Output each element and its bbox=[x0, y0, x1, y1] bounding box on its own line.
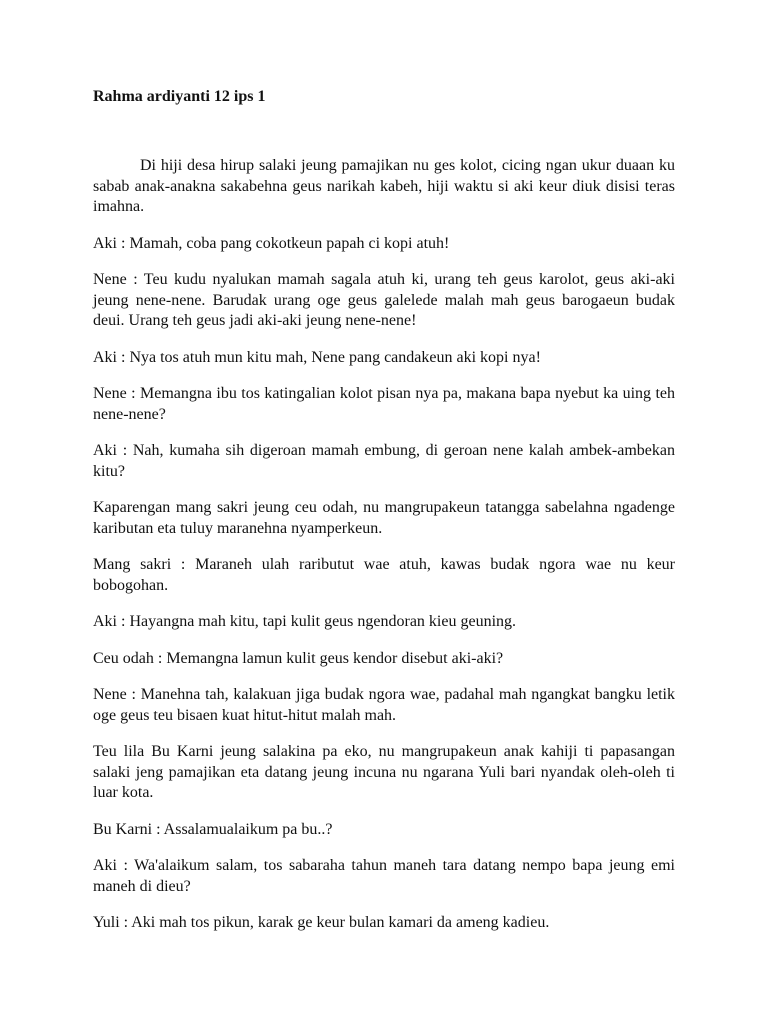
dialogue-paragraph: Ceu odah : Memangna lamun kulit geus kendor disebut aki-aki? bbox=[93, 649, 504, 667]
narration-paragraph: Di hiji desa hirup salaki jeung pamajikan nu ges kolot, cicing ngan ukur duaan ku sabab anak-anakna sakabehna geus narikah kabeh, hiji waktu si aki keur diuk disisi teras imahna. bbox=[93, 157, 675, 215]
dialogue-paragraph: Aki : Nah, kumaha sih digeroan mamah embung, di geroan nene kalah ambek-ambekan kitu? bbox=[93, 442, 675, 480]
dialogue-paragraph: Aki : Hayangna mah kitu, tapi kulit geus ngendoran kieu geuning. bbox=[93, 613, 517, 630]
dialogue-paragraph: Aki : Nya tos atuh mun kitu mah, Nene pang candakeun aki kopi nya! bbox=[93, 348, 541, 366]
dialogue-paragraph: Aki : Wa'alaikum salam, tos sabaraha tahun maneh tara datang nempo bapa jeung emi maneh di dieu? bbox=[93, 857, 675, 895]
dialogue-paragraph: Mang sakri : Maraneh ulah raributut wae atuh, kawas budak ngora wae nu keur bobogohan. bbox=[93, 556, 675, 594]
document-title: Rahma ardiyanti 12 ips 1 bbox=[93, 88, 266, 105]
dialogue-paragraph: Yuli : Aki mah tos pikun, karak ge keur bulan kamari da ameng kadieu. bbox=[93, 914, 550, 931]
dialogue-paragraph: Nene : Teu kudu nyalukan mamah sagala atuh ki, urang teh geus karolot, geus aki-aki jeung nene-nene. Barudak urang oge geus galelede malah mah geus barogaeun budak deui. Urang teh geus jadi aki-aki jeung nene-nene! bbox=[93, 271, 675, 329]
dialogue-paragraph: Nene : Manehna tah, kalakuan jiga budak ngora wae, padahal mah ngangkat bangku letik oge geus teu bisaen kuat hitut-hitut malah mah. bbox=[93, 686, 675, 724]
document-page bbox=[93, 86, 675, 950]
narration-paragraph: Kaparengan mang sakri jeung ceu odah, nu mangrupakeun tatangga sabelahna ngadenge kaributan eta tuluy maranehna nyamperkeun. bbox=[93, 499, 675, 537]
narration-paragraph: Teu lila Bu Karni jeung salakina pa eko, nu mangrupakeun anak kahiji ti papasangan salaki jeng pamajikan eta datang jeung incuna nu ngarana Yuli bari nyandak oleh-oleh ti luar kota. bbox=[93, 743, 675, 801]
dialogue-paragraph: Nene : Memangna ibu tos katingalian kolot pisan nya pa, makana bapa nyebut ka uing teh nene-nene? bbox=[93, 385, 675, 423]
dialogue-paragraph: Bu Karni : Assalamualaikum pa bu..? bbox=[93, 820, 333, 838]
dialogue-paragraph: Aki : Mamah, coba pang cokotkeun papah ci kopi atuh! bbox=[93, 234, 450, 252]
